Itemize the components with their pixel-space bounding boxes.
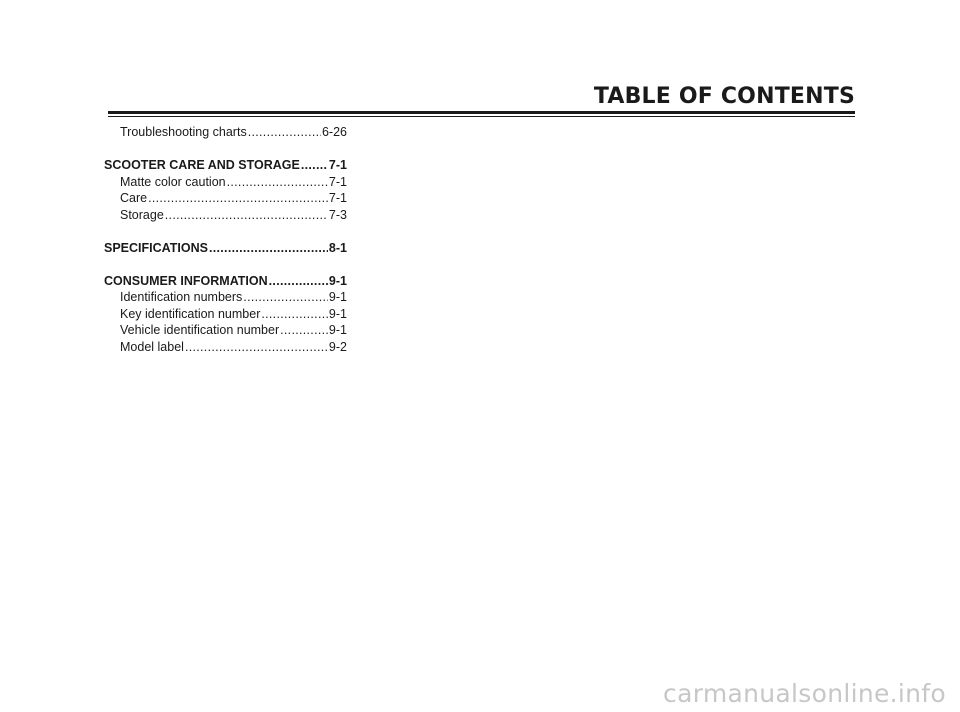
toc-entry-matte-color-caution[interactable] [104,174,347,191]
toc-entry-title: Identification numbers [120,290,243,304]
dot-leader [185,339,328,356]
toc-section-title: CONSUMER INFORMATION [104,273,268,288]
section-spacer [104,256,347,273]
toc-entry-page: 7-1 [328,191,347,205]
toc-section-page: 9-1 [328,273,347,288]
dot-leader [301,157,328,174]
toc-entry-title: Troubleshooting charts [120,125,247,139]
dot-leader [227,174,328,191]
toc-entry-page: 9-1 [328,290,347,304]
section-spacer [104,223,347,240]
toc-entry-care[interactable] [104,190,347,207]
dot-leader [209,240,328,257]
toc-section-title: SCOOTER CARE AND STORAGE [104,158,300,172]
toc-entry-page: 7-1 [328,174,347,189]
toc-section-consumer-information[interactable] [104,273,347,290]
toc-entry-model-label[interactable] [104,339,347,356]
header-rule-thin [108,116,855,117]
page-title: TABLE OF CONTENTS [593,84,855,109]
dot-leader [261,306,328,323]
toc-entry-page: 9-1 [328,306,347,321]
toc-section-scooter-care[interactable] [104,157,347,174]
watermark: carmanualsonline.info [663,679,946,708]
dot-leader [243,289,328,306]
toc-entry-vehicle-identification-number[interactable] [104,322,347,339]
table-of-contents [104,124,347,355]
dot-leader [165,207,328,224]
toc-entry-page: 7-3 [328,207,347,222]
toc-entry-title: Key identification number [120,306,261,321]
dot-leader [148,190,328,207]
toc-entry-troubleshooting-charts[interactable] [104,124,347,141]
dot-leader [248,124,321,141]
toc-entry-storage[interactable] [104,207,347,224]
toc-entry-title: Matte color caution [120,174,226,189]
toc-entry-title: Vehicle identification number [120,323,280,337]
toc-entry-page: 9-1 [328,323,347,337]
toc-section-specifications[interactable] [104,240,347,257]
dot-leader [269,273,328,290]
toc-section-title: SPECIFICATIONS [104,240,208,255]
section-spacer [104,141,347,158]
toc-entry-title: Model label [120,339,184,354]
toc-section-page: 8-1 [328,240,347,255]
toc-entry-title: Care [120,191,148,205]
toc-entry-identification-numbers[interactable] [104,289,347,306]
toc-entry-title: Storage [120,207,164,222]
toc-entry-page: 6-26 [321,125,347,139]
toc-section-page: 7-1 [328,158,347,172]
toc-entry-page: 9-2 [328,339,347,354]
dot-leader [280,322,328,339]
toc-entry-key-identification-number[interactable] [104,306,347,323]
header-rule-thick [108,111,855,114]
